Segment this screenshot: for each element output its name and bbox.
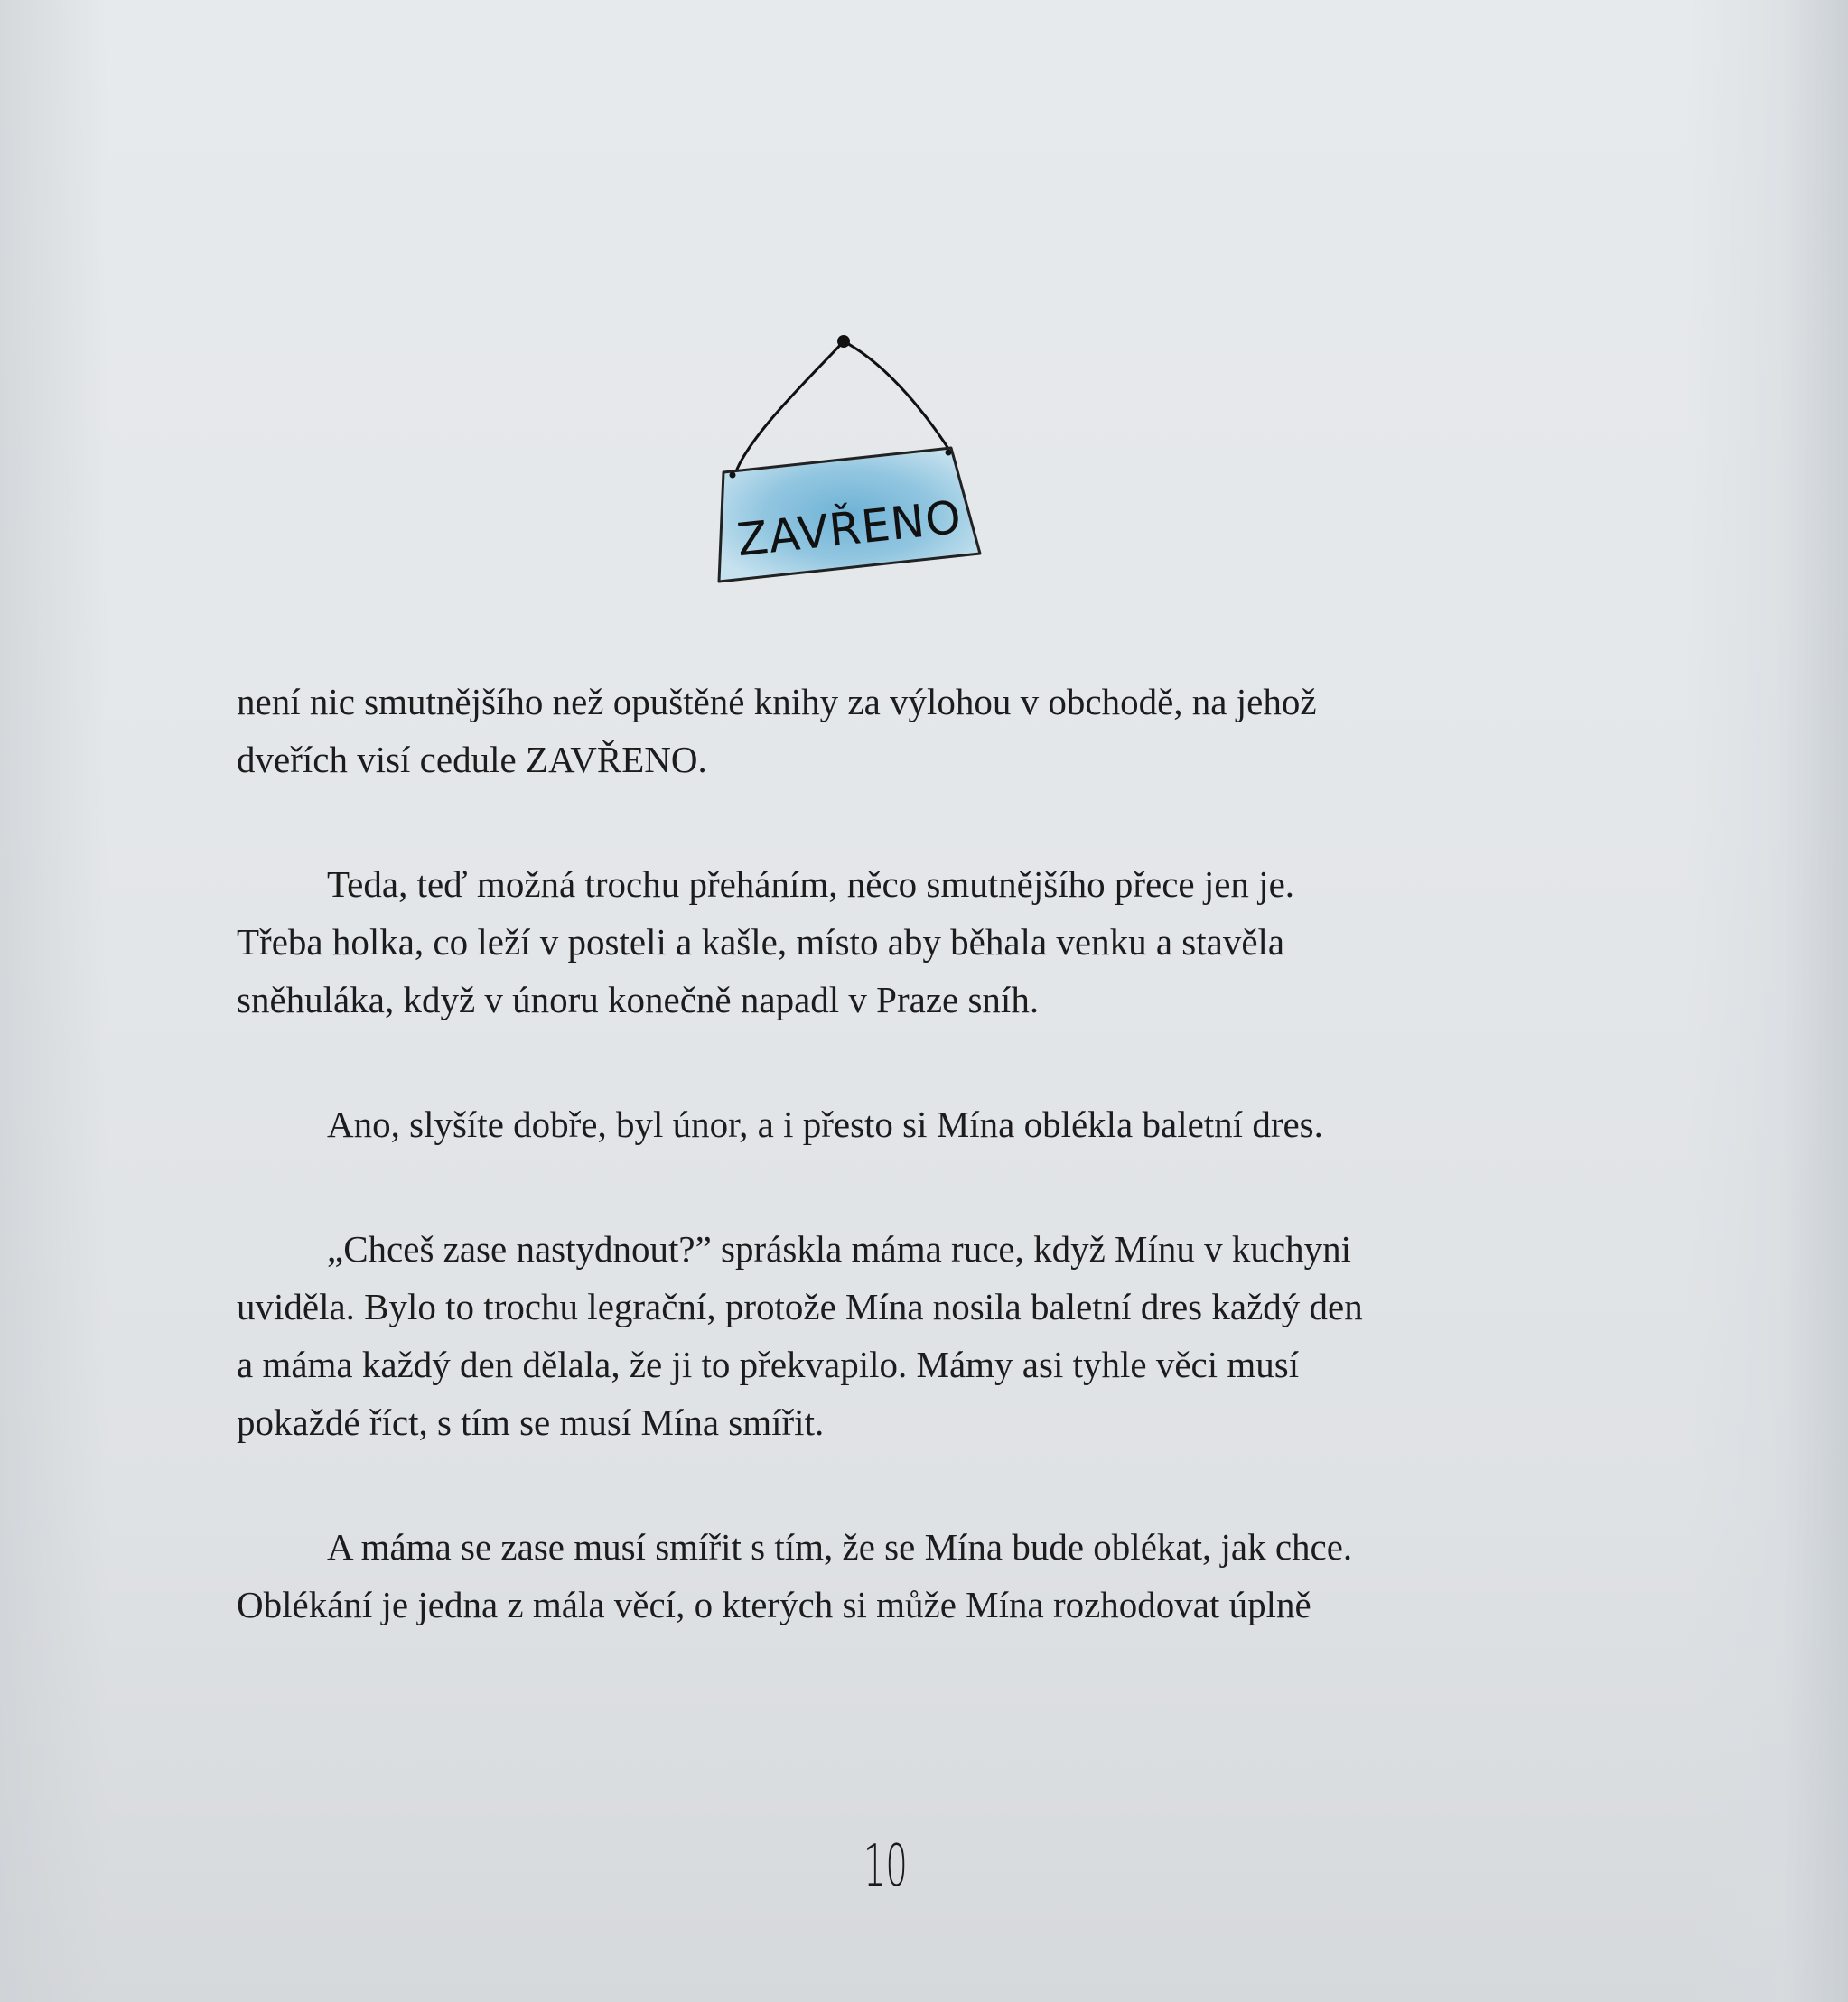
paragraph-5 bbox=[237, 1518, 1546, 1634]
sign-string-left bbox=[734, 341, 844, 477]
text-line: dveřích visí cedule ZAVŘENO. bbox=[237, 739, 707, 780]
sign-label: ZAVŘENO bbox=[734, 490, 965, 567]
text-line: Oblékání je jedna z mála věcí, o kterých si může Mína rozhodovat úplně bbox=[237, 1584, 1311, 1625]
text-line: „Chceš zase nastydnout?” spráskla máma ruce, když Mínu v kuchyni bbox=[327, 1228, 1351, 1270]
sign-string-right bbox=[844, 341, 952, 454]
page-shadow-left bbox=[0, 0, 108, 2002]
story-text bbox=[237, 673, 1546, 1700]
sign-hook-left bbox=[730, 472, 736, 479]
page-number: 10 bbox=[863, 1833, 908, 1900]
text-line: sněhuláka, když v únoru konečně napadl v Praze sníh. bbox=[237, 979, 1040, 1020]
text-line: uviděla. Bylo to trochu legrační, protože Mína nosila baletní dres každý den bbox=[237, 1286, 1363, 1327]
paragraph-3 bbox=[237, 1095, 1546, 1153]
text-line: a máma každý den dělala, že ji to překvapilo. Mámy asi tyhle věci musí bbox=[237, 1344, 1300, 1385]
text-line: Teda, teď možná trochu přeháním, něco smutnějšího přece jen je. bbox=[327, 863, 1295, 905]
nail-icon bbox=[837, 335, 850, 348]
text-line: Ano, slyšíte dobře, byl únor, a i přesto si Mína oblékla baletní dres. bbox=[327, 1103, 1323, 1145]
paragraph-1 bbox=[237, 673, 1546, 788]
paragraph-2 bbox=[237, 855, 1546, 1029]
text-line: pokaždé říct, s tím se musí Mína smířit. bbox=[237, 1401, 825, 1443]
closed-sign-illustration bbox=[709, 330, 1003, 591]
text-line: Třeba holka, co leží v posteli a kašle, místo aby běhala venku a stavěla bbox=[237, 921, 1285, 963]
paragraph-4 bbox=[237, 1220, 1546, 1451]
sign-hook-right bbox=[946, 450, 952, 456]
text-line: není nic smutnějšího než opuštěné knihy za výlohou v obchodě, na jehož bbox=[237, 681, 1317, 722]
text-line: A máma se zase musí smířit s tím, že se Mína bude oblékat, jak chce. bbox=[327, 1526, 1353, 1568]
page-shadow-right bbox=[1685, 0, 1848, 2002]
